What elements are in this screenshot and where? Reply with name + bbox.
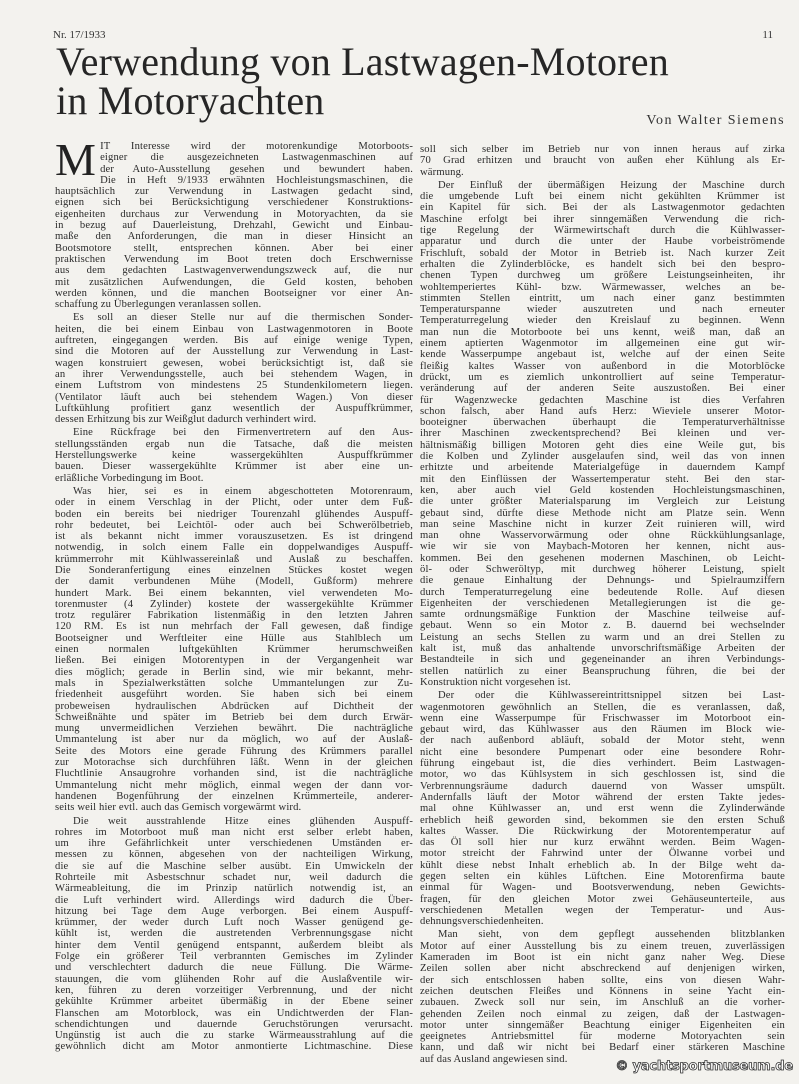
text-line: erläßliche Vorbedingung im Boot. xyxy=(55,472,204,484)
text-line: stellen natürlich zu einer Beanspruchung führen, die bei der xyxy=(420,665,785,677)
text-line: notwendig, in solch einem Falle ein doppelwandiges Auspuff- xyxy=(55,542,413,554)
text-line: Eine Rückfrage bei den Firmenvertretern auf den Aus- xyxy=(73,427,413,439)
text-line: an ihrer Verwendungsstelle, auch bei stehendem Wagen, in xyxy=(55,368,413,380)
text-line: der sich entschlossen haben sollte, eins von diesen Wahr- xyxy=(420,974,785,986)
text-line: torenmuster (4 Zylinder) kostete der wassergekühlte Krümmer xyxy=(55,598,413,610)
text-line: Konstruktion nicht vorgesehen ist. xyxy=(420,676,571,688)
text-line: wagen konstruiert gewesen, wobei berücksichtigt ist, daß sie xyxy=(55,357,413,369)
text-line: dehnungsverschiedenheiten. xyxy=(420,916,544,928)
issue-number: Nr. 17/1933 xyxy=(53,29,106,41)
text-line: in bezug auf Dauerleistung, Drehzahl, Gewicht und Einbau- xyxy=(55,220,413,232)
text-line: durch Temperaturregelung eine bedeutende Rolle. Auf diesen xyxy=(420,586,785,598)
text-line: Bootsmotore stellt, entsprechen können. Aber bei einer xyxy=(55,242,413,254)
text-line: die unter größter Materialsparung im Vergleich zur Leistung xyxy=(420,496,785,508)
text-line: die genaue Einhaltung der Dehnungs- und Spielraumziffern xyxy=(420,575,785,587)
text-line: messen zu können, abgesehen von der nachteiligen Wirkung, xyxy=(55,849,413,861)
paragraph xyxy=(55,427,413,483)
text-line: man seine Maschine nicht in kurzer Zeit ruinieren will, wird xyxy=(420,518,785,530)
paragraph xyxy=(420,690,785,927)
paragraph xyxy=(420,929,785,1065)
text-line: drückt, um es ziemlich unkontrolliert auf seine Temperatur- xyxy=(420,371,785,383)
text-line: kommen. Bei den gesehenen modernen Maschinen, ob Leicht- xyxy=(420,552,785,564)
text-line: die umgebende Luft bei einem nicht gekühlten Krümmer ist xyxy=(420,191,785,203)
text-line: Man sieht, von dem gepflegt aussehenden blitzblanken xyxy=(438,929,785,941)
text-line: kühlt diese nebst Inhalt erheblich ab. In der Bilge weht da- xyxy=(420,859,785,871)
text-line: Verbrennungsräume dadurch dauernd von Wasser umspült. xyxy=(420,780,785,792)
text-line: 70 Grad erhitzen und braucht von außen eher Kühlung als Er- xyxy=(420,155,785,167)
text-line: aus dem gedachten Lastwagenverwendungszweck auf, die nur xyxy=(55,265,413,277)
text-line: krümmerrohr mit Kühlwassereinlaß und Auslaß zu beschaffen. xyxy=(55,553,413,565)
text-line: zeichen deutschen Fleißes und Könnens in seine Yacht ein- xyxy=(420,985,785,997)
text-line: ließen. Bei einigen Motorentypen in der Vergangenheit war xyxy=(55,655,413,667)
text-line: wie wir sie von Maybach-Motoren her kennen, nicht aus- xyxy=(420,541,785,553)
text-line: kaltes Wasser. Die Rückwirkung der Motorentemperatur auf xyxy=(420,825,785,837)
text-line: stimmten Stellen eintritt, um nach einer ganz bestimmten xyxy=(420,292,785,304)
text-line: stauungen, die vom glühenden Rohr auf die Auslaßventile wir- xyxy=(55,973,413,985)
text-line: erheblich heiß geworden sind, bekommen sie den ersten Schuß xyxy=(420,814,785,826)
text-line: gehenden Zeilen noch einmal zu zeigen, daß der Lastwagen- xyxy=(420,1008,785,1020)
text-line: nicht eine besondere Pumpenart oder eine besondere Rohr- xyxy=(420,746,785,758)
text-line: gegen selten ein kühles Lüftchen. Eine Motorenfirma baute xyxy=(420,871,785,882)
paragraph xyxy=(55,816,413,1053)
text-line: hitzung bei Tage dem Auge verborgen. Bei einem Auspuff- xyxy=(55,905,413,917)
text-line: hauptsächlich zur Verwendung in Lastwagen gedacht sind, xyxy=(55,186,413,198)
author-byline: Von Walter Siemens xyxy=(646,113,785,128)
text-line: schon falsch, aber Hand aufs Herz: Wieviele unserer Motor- xyxy=(420,405,785,417)
text-line: Temperaturregelung wieder den Kreislauf zu beginnen. Wenn xyxy=(420,315,785,327)
text-line: zubauen. Zweck soll nur sein, im Anschluß an die vorher- xyxy=(420,997,785,1009)
text-line: Ummantelung nicht mehr möglich, einmal wegen der dann vor- xyxy=(55,779,413,791)
text-line: mit den Einflüssen der Wassertemperatur steht. Bei den star- xyxy=(420,473,785,485)
text-line: ken, führen zu deren vorzeitiger Verbrennung, und der nicht xyxy=(55,984,413,996)
text-line: der Auto-Ausstellung gesehen und bewundert haben. xyxy=(100,163,413,175)
text-line: einen normalen luftgekühlten Krümmer herumschweißen xyxy=(55,644,413,656)
text-line: Fluchtlinie Ansaugrohre vorhanden sind, ist die nachträgliche xyxy=(55,768,413,780)
watermark: © yachtsportmuseum.de xyxy=(615,1059,793,1074)
text-line: dessen Erhitzung bis zur Weißglut dadurch verhindert wird. xyxy=(55,414,317,426)
text-line: Die Sonderanfertigung eines einzelnen Stückes kostet wegen xyxy=(55,564,413,576)
text-line: auf das Ausland angewiesen sind. xyxy=(420,1053,568,1065)
text-line: krümmer, der weder durch Luft noch Wasser genügend ge- xyxy=(55,917,413,929)
text-line: rohr bedeutet, bei Leichtöl- oder auch bei Schwerölbetrieb, xyxy=(55,519,413,531)
text-line: einem aptierten Wagenmotor im allgemeinen eine gut wir- xyxy=(420,338,785,350)
text-line: motor streicht der Fahrwind unter der Ölwanne vorbei und xyxy=(420,848,785,860)
text-line: Herstellungswerke keine wassergekühlten Auspuffkrümmer xyxy=(55,450,413,462)
text-line: ihrer Maschinen zweckentsprechend? Bei kleinen und ver- xyxy=(420,428,785,440)
text-line: für Wagenzwecke gedachten Maschine ist dies Verfahren xyxy=(420,394,785,406)
text-line: Zeilen sollen aber nicht abschreckend auf denjenigen wirken, xyxy=(420,963,785,975)
text-line: führung eingebaut ist, die dies verhindert. Beim Lastwagen- xyxy=(420,758,785,770)
paragraph xyxy=(420,144,785,178)
text-line: kühlt ist, werden die austretenden Verbrennungsgase nicht xyxy=(55,928,413,940)
text-line: ein Kapitel für sich. Bei der als Lastwagenmotor gedachten xyxy=(420,202,785,214)
text-line: mal ohne Kühlwasser an, und erst wenn die Zylinderwände xyxy=(420,803,785,815)
drop-cap: M xyxy=(55,134,97,185)
text-line: soll sich selber im Betrieb nur von innen heraus auf zirka xyxy=(420,144,785,155)
text-line: Die in Heft 9/1933 erwähnten Hochleistungsmaschinen, die xyxy=(100,174,413,186)
text-line: handenen Bogenführung der einzelnen Krümmerteile, anderer- xyxy=(55,790,413,802)
text-line: stellungsständen ergab nun die Tatsache, daß die meisten xyxy=(55,438,413,450)
text-line: gebaut sind, dürfte diese Methode nicht am Platze sein. Wenn xyxy=(420,507,785,519)
paragraph xyxy=(55,312,413,425)
text-line: Der Einfluß der übermäßigen Heizung der Maschine durch xyxy=(438,179,785,191)
text-line: motor, wo das Kühlsystem in sich geschlossen ist, sind die xyxy=(420,769,785,781)
text-line: bauen. Dieser wassergekühlte Krümmer ist aber eine un- xyxy=(55,461,413,473)
text-line: kann, und daß wir nicht bei Bedarf einer stärkeren Maschine xyxy=(420,1042,785,1054)
text-line: apparatur und durch die unter der Haube vorbeiströmende xyxy=(420,236,785,248)
text-line: motor unter sinngemäßer Beachtung einiger Eigenheiten ein xyxy=(420,1019,785,1031)
text-line: mals in Spezialwerkstätten solche Ummantelungen zur Zu- xyxy=(55,677,413,689)
text-line: um ihre Gefährlichkeit unter verschiedenen Umständen er- xyxy=(55,838,413,850)
text-line: eigner die ausgezeichneten Lastwagenmaschinen auf xyxy=(100,152,413,164)
text-line: Ungünstig ist auch die zu starke Wärmeausstrahlung auf die xyxy=(55,1030,413,1042)
text-line: chenen Typen durchweg um größere Leistungseinheiten, ihr xyxy=(420,270,785,282)
text-line: Seite des Motors eine gerade Führung des Krümmers parallel xyxy=(55,745,413,757)
text-line: schendichtungen und dauernde Geruchstörungen verursacht. xyxy=(55,1018,413,1030)
text-line: probeweisen hydraulischen Abdrücken auf Dichtheit der xyxy=(55,700,413,712)
text-line: der nach außenbord abläuft, sobald der Motor steht, wenn xyxy=(420,735,785,747)
text-line: kende Wasserpumpe angebaut ist, welche auf der einen Seite xyxy=(420,349,785,361)
text-line: Leistung an sechs Stellen zu warm und an drei Stellen zu xyxy=(420,631,785,643)
text-line: Andernfalls läuft der Motor während der ersten Takte jedes- xyxy=(420,791,785,803)
text-line: Die weit ausstrahlende Hitze eines glühenden Auspuff- xyxy=(73,815,413,827)
left-text-column xyxy=(55,134,413,1055)
text-line: Frischluft, sobald der Motor in Betrieb ist. Nach kurzer Zeit xyxy=(420,247,785,259)
text-line: Folge ein größerer Teil verbrannten Gemisches im Zylinder xyxy=(55,951,413,963)
text-line: hinter dem Ventil genügend entspannt, außerdem bleibt als xyxy=(55,939,413,951)
text-line: die Kolben und Zylinder ausgelaufen sind, weil das von innen xyxy=(420,451,785,463)
title-line: in Motoryachten xyxy=(56,78,325,123)
text-line: eigenheiten durchaus zur Verwendung in Motoryachten, da sie xyxy=(55,208,413,220)
text-line: gekühlte Krümmer arbeitet übermäßig in der Ebene seiner xyxy=(55,996,413,1008)
text-line: man nun die Motorboote bei uns kennt, weiß man, daß an xyxy=(420,326,785,338)
text-line: wohltemperiertes Kühl- bzw. Wärmewasser, welches an be- xyxy=(420,281,785,293)
text-line: samte ordnungsmäßige Funktion der Maschine teilweise auf- xyxy=(420,609,785,621)
text-line: Maschine erfolgt bei ihrer sinngemäßen Verwendung die rich- xyxy=(420,213,785,225)
paragraph xyxy=(55,486,413,814)
text-line: erhitzte und arbeitende Materialgefüge in dauerndem Kampf xyxy=(420,462,785,474)
text-line: Eigenheiten der verschiedenen Metallegierungen ist die ge- xyxy=(420,597,785,609)
text-line: und verschlechtert dadurch die neue Füllung. Die Wärme- xyxy=(55,962,413,974)
text-line: gebaut. Wenn so ein Motor z. B. dauernd bei wechselnder xyxy=(420,620,785,632)
text-line: Bootseigner und Werftleiter eine Hülle aus Stahlblech um xyxy=(55,632,413,644)
text-line: booteigner überwachen überhaupt die Temperaturverhältnisse xyxy=(420,417,785,429)
text-line: einmal für Wagen- und Bootsverwendung, neben Gewichts- xyxy=(420,882,785,894)
text-line: Bestandteile in sich und gegeneinander an ihren Verbindungs- xyxy=(420,654,785,666)
text-line: (Ventilator läuft auch bei stehendem Wagen.) Von dieser xyxy=(55,391,413,403)
text-line: werden können, und die manchen Bootseigner vor einer An- xyxy=(55,287,413,299)
text-line: veränderung auf der anderen Seite auszustoßen. Bei einer xyxy=(420,383,785,395)
text-line: mung unvermeidlichen Verziehen bewährt. Die nachträgliche xyxy=(55,723,413,735)
right-text-column xyxy=(420,144,785,1067)
title-line: Verwendung von Lastwagen-Motoren xyxy=(56,39,669,84)
paragraph xyxy=(420,180,785,688)
text-line: friedenheit ausgeführt worden. Sie haben sich bei einem xyxy=(55,689,413,701)
text-line: Temperaturspanne wieder auszutreten und nach erneuter xyxy=(420,304,785,316)
text-line: schaffung zu Überlegungen veranlassen sollen. xyxy=(55,299,262,311)
text-line: wenn eine Wasserpumpe für Frischwasser im Motorboot ein- xyxy=(420,712,785,724)
text-line: Luftkühlung profitiert ganz wesentlich der Auspuffkrümmer, xyxy=(55,402,413,414)
text-line: Flanschen am Motorblock, was ein Undichtwerden der Flan- xyxy=(55,1007,413,1019)
text-line: geeignetes Antriebsmittel für moderne Motoryachten sein xyxy=(420,1031,785,1043)
text-line: Schweißnähte und später im Betrieb bei dem durch Erwär- xyxy=(55,711,413,723)
text-line: seits weil hier evtl. auch das Gemisch vorgewärmt wird. xyxy=(55,802,302,814)
text-line: IT Interesse wird der motorenkundige Motorboots- xyxy=(100,141,413,152)
text-line: rohres im Motorboot muß man nicht erst selber erlebt haben, xyxy=(55,826,413,838)
text-line: wärmung. xyxy=(420,166,464,178)
page-number: 11 xyxy=(762,29,773,41)
text-line: auftreten, eingegangen werden. Bis auf einige wenige Typen, xyxy=(55,335,413,347)
text-line: eignen sich bei Berücksichtigung verschiedener Konstruktions- xyxy=(55,197,413,209)
text-line: mit zusätzlichen Aufwendungen, die Geld kosten, behoben xyxy=(55,276,413,288)
text-line: ist als bekannt nicht immer vorauszusetzen. Es ist dringend xyxy=(55,531,413,543)
text-line: gebaut wird, das Kühlwasser aus den Räumen im Block wie- xyxy=(420,724,785,736)
text-line: Motor auf einer Ausstellung bis zu einem treuen, zuverlässigen xyxy=(420,940,785,952)
text-line: gewöhnlich dicht am Motor anmontierte Lichtmaschine. Diese xyxy=(55,1041,413,1053)
text-line: wagenmotoren gewöhnlich an Stellen, die es veranlassen, daß, xyxy=(420,701,785,713)
text-line: zur Motorachse sich durchführen läßt. Wenn in der gleichen xyxy=(55,757,413,769)
text-line: trotz regulärer Fabrikation listenmäßig in den letzten Jahren xyxy=(55,610,413,622)
paragraph xyxy=(55,134,413,311)
text-line: einem Luftstrom von mindestens 25 Stundenkilometern liegen. xyxy=(55,380,413,392)
text-line: hältnismäßig billigen Motoren geht dies eine Weile gut, bis xyxy=(420,439,785,451)
text-line: fragen, für den gleichen Motor zwei Gehäuseunterteile, aus xyxy=(420,893,785,905)
text-line: man ohne Wasservorwärmung oder ohne Rückkühlungsanlage, xyxy=(420,530,785,542)
article-title xyxy=(56,39,669,123)
text-line: erhalten die Zylinderblöcke, es handelt sich bei den bespro- xyxy=(420,258,785,270)
text-line: der damit verbundenen Mühe (Modell, Gußform) mehrere xyxy=(55,576,413,588)
text-line: öl- oder Schweröltyp, mit durchweg höherer Leistung, spielt xyxy=(420,563,785,575)
text-line: tige Regelung der Wärmewirtschaft durch die Kühlwasser- xyxy=(420,225,785,237)
text-line: praktischen Verwendung im Boot treten doch Erschwernisse xyxy=(55,253,413,265)
text-line: oder in einem Verschlag in der Plicht, oder unter dem Fuß- xyxy=(55,497,413,509)
text-line: dies möglich; gerade in Berlin sind, wie mir bekannt, mehr- xyxy=(55,666,413,678)
text-line: Kameraden im Boot ist ein nicht ganz naher Weg. Diese xyxy=(420,952,785,964)
text-line: Wärmeableitung, die im Prinzip natürlich notwendig ist, an xyxy=(55,883,413,895)
text-line: das Öl soll hier nur kurz erwähnt werden. Beim Wagen- xyxy=(420,837,785,849)
text-line: Ummantelung ist aber nur da möglich, wo auf der Auslaß- xyxy=(55,734,413,746)
text-line: boden ein bereits bei niedriger Tourenzahl glühendes Auspuff- xyxy=(55,508,413,520)
text-line: heiten, die bei einem Einbau von Lastwagenmotoren in Boote xyxy=(55,323,413,335)
text-line: Es soll an dieser Stelle nur auf die thermischen Sonder- xyxy=(73,312,413,324)
text-line: die Luft verhindert wird. Allerdings wird dadurch die Über- xyxy=(55,894,413,906)
text-line: hundert Mark. Bei einem bekannten, viel verwendeten Mo- xyxy=(55,587,413,599)
text-line: Was hier, sei es in einem abgeschotteten Motorenraum, xyxy=(73,485,413,497)
text-line: verschiedenen Metallen wegen der Temperatur- und Aus- xyxy=(420,904,785,916)
text-line: ken, aber auch viel Geld kostenden Hochleistungsmaschinen, xyxy=(420,484,785,496)
text-line: Der oder die Kühlwassereintrittsnippel sitzen bei Last- xyxy=(438,690,785,702)
text-line: sind die Motoren auf der Ausstellung zur Verwendung in Last- xyxy=(55,346,413,358)
text-line: kalt ist, muß das anhaltende unvorschriftsmäßige Arbeiten der xyxy=(420,643,785,655)
text-line: fleißig kaltes Wasser von außenbord in die Motorblöcke xyxy=(420,360,785,372)
text-line: 120 RM. Es ist nun mehrfach der Fall gewesen, daß findige xyxy=(55,621,413,633)
text-line: maße den Anforderungen, die man in dieser Hinsicht an xyxy=(55,231,413,243)
text-line: Rohrteile mit Asbestschnur schadet nur, weil dadurch die xyxy=(55,872,413,883)
text-line: die sie auf die Maschine selber ausübt. Ein Umwickeln der xyxy=(55,860,413,872)
